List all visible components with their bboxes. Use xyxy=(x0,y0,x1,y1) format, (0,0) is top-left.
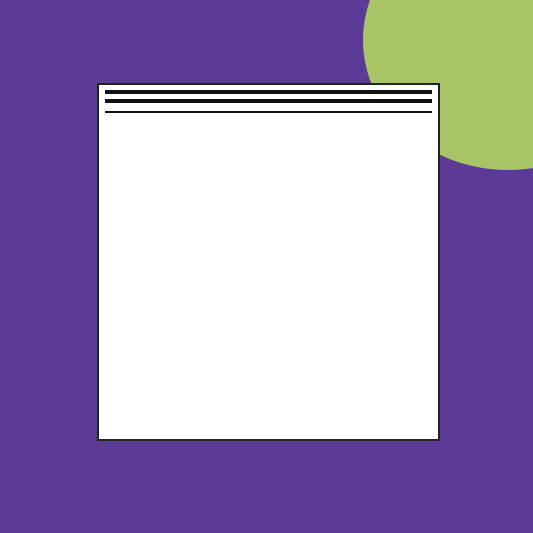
supplement-facts-panel xyxy=(97,83,440,441)
footnote-divider xyxy=(105,111,432,113)
halal-certification-badge xyxy=(245,0,306,76)
